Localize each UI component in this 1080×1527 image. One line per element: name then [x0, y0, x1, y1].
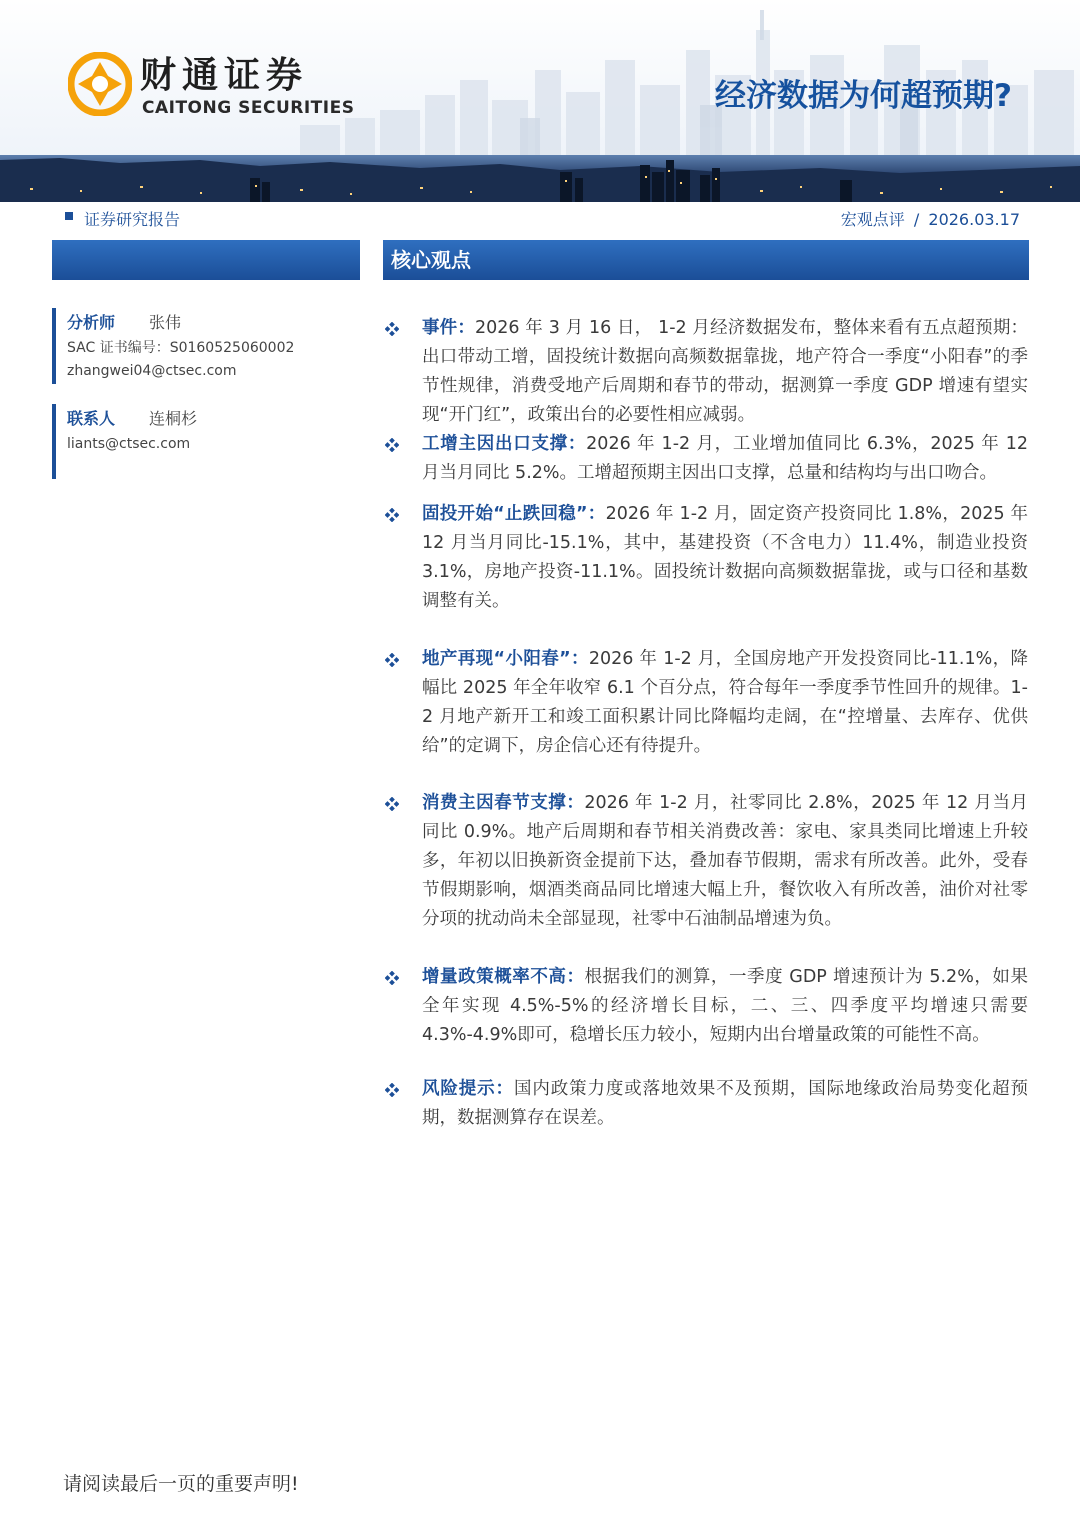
point-text: 根据我们的测算，一季度 GDP 增速预计为 5.2%，如果全年实现 4.5%-5%的经济增长目标，二、三、四季度平均增速只需要 4.3%-4.9%即可，稳增长压力较小，短期内出台增量政策的可能性不高。 [422, 967, 1028, 1045]
diamond-bullet-icon [385, 653, 399, 667]
point-heading: 地产再现“小阳春”： [422, 649, 589, 669]
point-text: 2026 年 1-2 月，固定资产投资同比 1.8%，2025 年 12 月当月同比-15.1%，其中，基建投资（不含电力）11.4%，制造业投资 3.1%，房地产投资-11.1%。固投统计数据向高频数据靠拢，或与口径和基数调整有关。 [422, 504, 1028, 611]
analyst-email[interactable]: zhangwei04@ctsec.com [67, 363, 237, 379]
point-industry [422, 430, 1028, 488]
contact-email[interactable]: liants@ctsec.com [67, 436, 191, 452]
diamond-bullet-icon [385, 1083, 399, 1097]
point-heading: 工增主因出口支撑： [422, 434, 587, 454]
section-title: 核心观点 [391, 248, 471, 272]
sidebar-header-bar [52, 240, 360, 280]
caitong-logo-icon [68, 52, 132, 116]
analyst-name: 张伟 [149, 313, 182, 332]
document-title: 经济数据为何超预期? [715, 78, 1012, 114]
report-separator: / [913, 210, 920, 229]
report-category: 宏观点评 [840, 210, 905, 229]
point-heading: 事件： [422, 318, 476, 338]
section-header-bar [383, 240, 1029, 280]
diamond-bullet-icon [385, 508, 399, 522]
diamond-bullet-icon [385, 322, 399, 336]
report-type: 证券研究报告 [84, 210, 181, 229]
report-date: 2026.03.17 [928, 210, 1020, 229]
report-square-icon [65, 212, 73, 220]
point-property [422, 645, 1028, 761]
point-text: 2026 年 1-2 月，全国房地产开发投资同比-11.1%，降幅比 2025 年全年收窄 6.1 个百分点，符合每年一季度季节性回升的规律。1-2 月地产新开工和竣工面积累计同比降幅均走阔，在“控增量、去库存、优供给”的定调下，房企信心还有待提升。 [422, 649, 1028, 756]
diamond-bullet-icon [385, 797, 399, 811]
point-heading: 风险提示： [422, 1079, 514, 1099]
brand-name-cn: 财通证券 [140, 55, 309, 96]
point-heading: 固投开始“止跌回稳”： [422, 504, 606, 524]
point-heading: 消费主因春节支撑： [422, 793, 585, 813]
point-event [422, 314, 1028, 430]
contact-name: 连桐杉 [149, 409, 198, 428]
point-heading: 增量政策概率不高： [422, 967, 585, 987]
footer-disclaimer-note: 请阅读最后一页的重要声明! [63, 1473, 299, 1495]
point-policy [422, 963, 1028, 1050]
point-risk [422, 1075, 1028, 1133]
contact-divider [52, 404, 56, 479]
diamond-bullet-icon [385, 971, 399, 985]
analyst-divider [52, 308, 56, 384]
point-text: 2026 年 1-2 月，工业增加值同比 6.3%，2025 年 12 月当月同比 5.2%。工增超预期主因出口支撑，总量和结构均与出口吻合。 [422, 434, 1028, 483]
point-text: 2026 年 3 月 16 日， 1-2 月经济数据发布，整体来看有五点超预期：出口带动工增，固投统计数据向高频数据靠拢，地产符合一季度“小阳春”的季节性规律，消费受地产后周期和春节的带动，据测算一季度 GDP 增速有望实现“开门红”，政策出台的必要性相应减弱。 [422, 318, 1029, 425]
point-text: 国内政策力度或落地效果不及预期，国际地缘政治局势变化超预期，数据测算存在误差。 [422, 1079, 1028, 1128]
analyst-label: 分析师 [67, 313, 116, 332]
brand-name-en: CAITONG SECURITIES [142, 98, 355, 118]
analyst-cert: SAC 证书编号：S0160525060002 [67, 340, 295, 356]
contact-label: 联系人 [67, 409, 116, 428]
point-consumption [422, 789, 1028, 934]
report-meta [841, 209, 1020, 231]
point-investment [422, 500, 1028, 616]
diamond-bullet-icon [385, 438, 399, 452]
point-text: 2026 年 1-2 月，社零同比 2.8%，2025 年 12 月当月同比 0.9%。地产后周期和春节相关消费改善：家电、家具类同比增速上升较多，年初以旧换新资金提前下达，叠加春节假期，需求有所改善。此外，受春节假期影响，烟酒类商品同比增速大幅上升，餐饮收入有所改善，油价对社零分项的扰动尚未全部显现，社零中石油制品增速为负。 [422, 793, 1029, 929]
